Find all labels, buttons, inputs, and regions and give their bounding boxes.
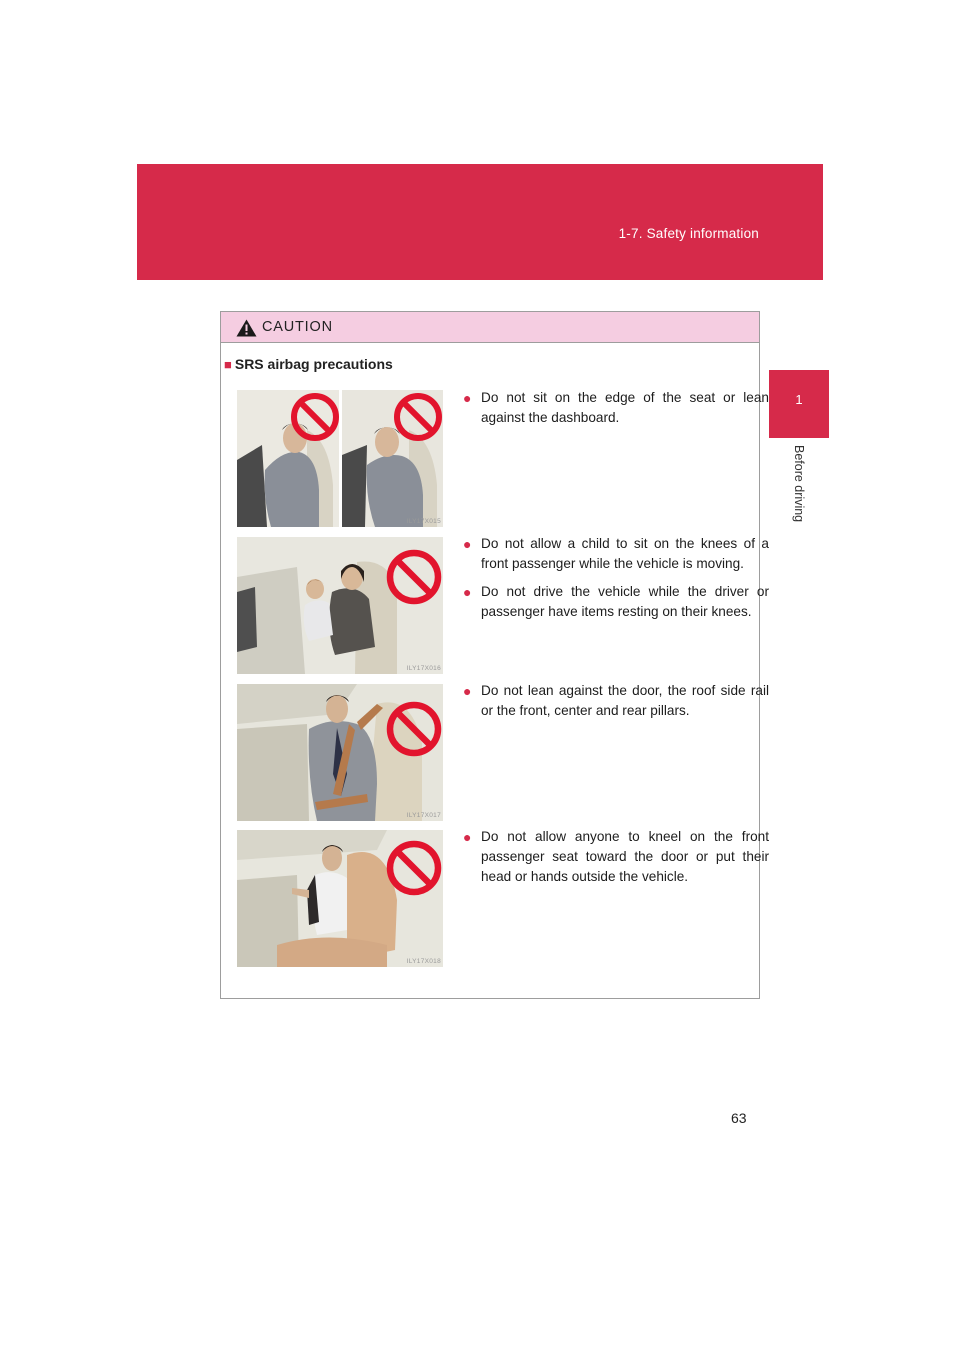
section-title: 1-7. Safety information: [618, 226, 759, 241]
caution-item: [463, 388, 769, 428]
chapter-tab[interactable]: [769, 370, 829, 438]
child-on-knees-illustration: [237, 537, 443, 674]
caution-item-text: Do not allow anyone to kneel on the front passenger seat toward the door or put their head or hands outside the vehicle.: [481, 829, 769, 884]
caution-item-text: Do not drive the vehicle while the driver or passenger have items resting on their knees.: [481, 584, 769, 619]
caution-header: [221, 312, 759, 343]
figure-lean-against-door: [237, 684, 443, 821]
caution-item-text: Do not lean against the door, the roof side rail or the front, center and rear pillars.: [481, 683, 769, 718]
figure-edge-of-seat: [237, 390, 443, 527]
figure-code: ILY17X016: [406, 665, 441, 672]
chapter-label-container: [792, 445, 808, 555]
caution-box: [220, 311, 769, 999]
header-band: [137, 164, 823, 280]
figure-code: ILY17X015: [406, 518, 441, 525]
square-bullet-icon: ■: [224, 357, 232, 372]
section-heading-text: SRS airbag precautions: [234, 356, 393, 372]
figure-code: ILY17X017: [406, 812, 441, 819]
lean-against-door-illustration: [237, 684, 443, 821]
warning-triangle-icon: [236, 319, 257, 337]
chapter-label: Before driving: [792, 445, 806, 523]
caution-item-text: Do not sit on the edge of the seat or lean against the dashboard.: [481, 390, 769, 425]
page-number: 63: [731, 1110, 747, 1126]
chapter-number: 1: [795, 392, 803, 407]
figure-kneel-on-seat: [237, 830, 443, 967]
caution-item-text: Do not allow a child to sit on the knees of a front passenger while the vehicle is moving.: [481, 536, 769, 571]
caution-title: CAUTION: [262, 319, 333, 335]
caution-item: [463, 534, 769, 574]
edge-of-seat-illustration: [237, 390, 443, 527]
bullet-icon: ●: [463, 536, 472, 552]
caution-item: [463, 681, 769, 721]
bullet-icon: ●: [463, 584, 472, 600]
bullet-icon: ●: [463, 683, 472, 699]
figure-child-on-knees: [237, 537, 443, 674]
section-heading: [224, 356, 393, 372]
figure-code: ILY17X018: [406, 958, 441, 965]
bullet-icon: ●: [463, 829, 472, 845]
caution-item: [463, 582, 769, 622]
bullet-icon: ●: [463, 390, 472, 406]
kneel-on-seat-illustration: [237, 830, 443, 967]
caution-item: [463, 827, 769, 887]
